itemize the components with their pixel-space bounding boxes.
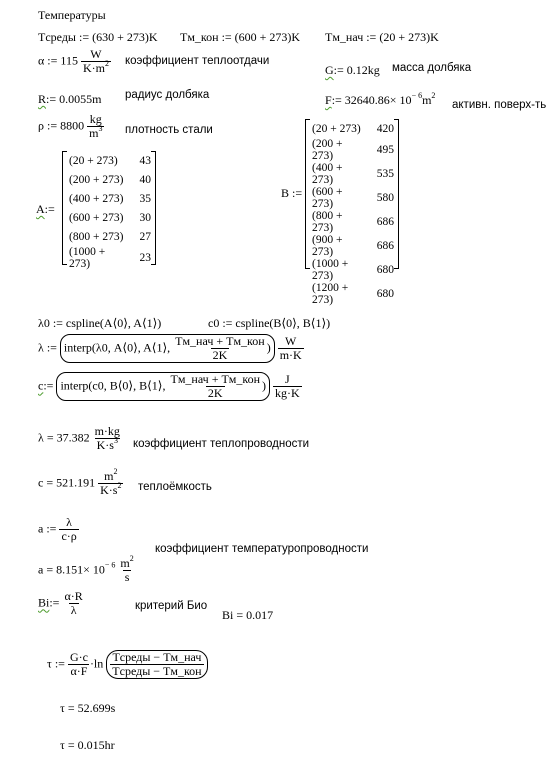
t-kon-def: Tм_кон := (600 + 273)K [180, 30, 301, 44]
g-comment: масса долбяка [392, 62, 472, 74]
matrix-cell-value: 420 [376, 122, 394, 135]
matrix-row [308, 282, 398, 306]
matrix-a-label: A:= [36, 202, 55, 216]
matrix-cell-temp: (800 + 273) [312, 210, 343, 234]
rho-def: ρ := 8800 $\frac{kg}{m^3}$ [38, 112, 103, 140]
bi-def: Bi:= $\frac{\alpha\cdot R}{\lambda}$ [38, 589, 83, 617]
matrix-row [308, 162, 398, 186]
matrix-cell-temp: (400 + 273) [312, 162, 343, 186]
matrix-cell-value: 23 [139, 252, 151, 264]
matrix-cell-temp: (1200 + 273) [312, 282, 349, 306]
matrix-cell-temp: (20 + 273) [69, 154, 118, 167]
lambda0-def: λ0 := cspline(A⟨0⟩, A⟨1⟩) [38, 316, 162, 330]
matrix-row [65, 170, 155, 189]
matrix-row [65, 151, 155, 170]
c-interp-def: c:= interp(c0, B⟨0⟩, B⟨1⟩, $\frac{\text{Tм\_нач + Tм\_кон}}{2K}$ ) $\frac{J}{kg\cdot K}$ [38, 372, 300, 400]
matrix-cell-temp: (20 + 273) [312, 122, 361, 135]
tau-seconds: τ = 52.699s [60, 701, 116, 715]
tau-hours: τ = 0.015hr [60, 738, 115, 752]
matrix-row [65, 246, 155, 270]
section-title: Температуры [38, 8, 106, 22]
matrix-cell-value: 27 [139, 230, 151, 243]
bi-comment: критерий Био [135, 600, 208, 612]
matrix-cell-temp: (600 + 273) [312, 186, 343, 210]
matrix-cell-temp: (900 + 273) [312, 234, 343, 258]
a-def: a := $\frac{\lambda}{c\cdot\rho}$ [38, 515, 77, 543]
matrix-row [308, 258, 398, 282]
matrix-cell-value: 535 [376, 168, 394, 180]
matrix-cell-value: 30 [139, 211, 151, 224]
matrix-a [62, 151, 156, 270]
matrix-cell-temp: (200 + 273) [69, 173, 124, 186]
r-def: R:= 0.0055m [38, 92, 102, 106]
rho-comment: плотность стали [125, 124, 213, 136]
matrix-b-label: B := [281, 186, 303, 200]
t-nach-def: Tм_нач := (20 + 273)K [325, 30, 439, 44]
matrix-row [308, 119, 398, 138]
matrix-b [305, 119, 399, 306]
matrix-cell-temp: (600 + 273) [69, 211, 124, 224]
matrix-cell-temp: (400 + 273) [69, 192, 124, 205]
matrix-cell-value: 680 [376, 264, 394, 276]
c0-def: c0 := cspline(B⟨0⟩, B⟨1⟩) [208, 316, 331, 330]
a-comment: коэффициент температуропроводности [155, 543, 369, 555]
matrix-row [65, 208, 155, 227]
f-def: F:= $32640.86\times 10^{- 6}m^2$ [325, 91, 436, 107]
bi-result: Bi = 0.017 [222, 608, 274, 622]
alpha-comment: коэффициент теплоотдачи [125, 55, 270, 67]
matrix-row [65, 227, 155, 246]
matrix-cell-value: 40 [139, 173, 151, 186]
matrix-cell-value: 580 [376, 192, 394, 204]
matrix-row [308, 186, 398, 210]
lambda-comment: коэффициент теплопроводности [133, 438, 310, 450]
lambda-interp-def: λ := interp(λ0, A⟨0⟩, A⟨1⟩, $\frac{\text{Tм\_нач + Tм\_кон}}{2K}$ ) $\frac{W}{m\cdot K}$ [38, 334, 302, 362]
g-def: G:= 0.12kg [325, 63, 380, 77]
f-comment: активн. поверх-ть [452, 99, 547, 111]
matrix-cell-temp: (800 + 273) [69, 230, 124, 243]
tau-def: τ := $\frac{G\cdot c}{\alpha\cdot F}$ ·ln $\frac{\text{Tсреды − Tм\_нач}}{\text{Tсреды − Tм\_кон}}$ [47, 650, 208, 679]
matrix-row [65, 189, 155, 208]
matrix-cell-value: 686 [376, 240, 394, 252]
a-result: $a = 8.151\times 10^{- 6}$ $\frac{m^2}{s}$ [38, 554, 134, 584]
c-result: c = 521.191 $\frac{m^2}{K\cdot s^2}$ [38, 467, 122, 497]
matrix-cell-value: 495 [376, 144, 394, 156]
matrix-cell-value: 686 [376, 216, 394, 228]
matrix-cell-value: 680 [376, 288, 394, 300]
matrix-cell-value: 43 [139, 154, 151, 167]
matrix-cell-value: 35 [139, 192, 151, 205]
c-comment: теплоёмкость [138, 481, 212, 493]
matrix-row [308, 210, 398, 234]
lambda-result: λ = 37.382 $\frac{m\cdot kg}{K\cdot s^3}$ [38, 424, 120, 452]
matrix-cell-temp: (200 + 273) [312, 138, 343, 162]
matrix-cell-temp: (1000 + 273) [69, 246, 106, 270]
r-comment: радиус долбяка [125, 89, 210, 101]
matrix-cell-temp: (1000 + 273) [312, 258, 349, 282]
matrix-row [308, 138, 398, 162]
t-sredy-def: Tсреды := (630 + 273)K [38, 30, 158, 44]
alpha-def: α := 115 $\frac{W}{K\cdot m^2}$ [38, 47, 109, 75]
matrix-row [308, 234, 398, 258]
